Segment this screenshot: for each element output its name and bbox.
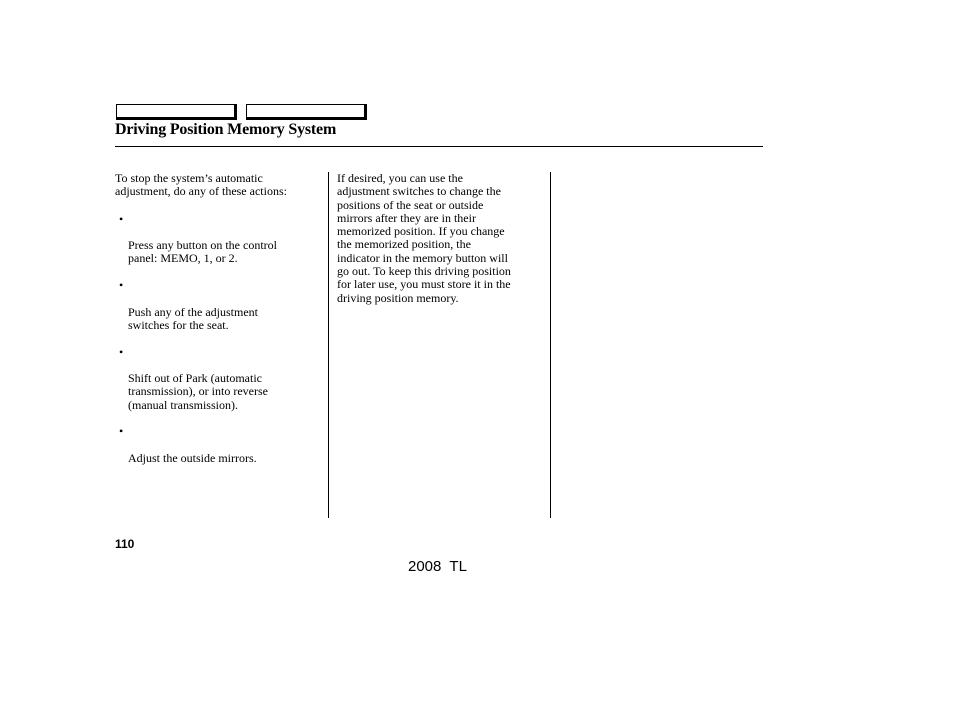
bullet-icon: • bbox=[119, 211, 124, 226]
bullet-icon: • bbox=[119, 344, 124, 359]
column-divider-1 bbox=[328, 172, 329, 518]
list-item-text: Adjust the outside mirrors. bbox=[128, 450, 257, 465]
list-item-text: Push any of the adjustment switches for the seat. bbox=[128, 304, 258, 332]
list-item bbox=[115, 425, 325, 465]
section-title: Driving Position Memory System bbox=[115, 121, 337, 138]
nav-tab-2[interactable] bbox=[246, 104, 367, 120]
nav-tab-1[interactable] bbox=[116, 104, 237, 120]
page-number: 110 bbox=[115, 537, 135, 551]
list-item bbox=[115, 213, 325, 266]
bullet-icon: • bbox=[119, 424, 124, 439]
middle-column bbox=[337, 172, 547, 305]
bullet-icon: • bbox=[119, 278, 124, 293]
column-divider-2 bbox=[550, 172, 551, 518]
list-item-text: Shift out of Park (automatic transmission), or into reverse (manual transmission). bbox=[128, 371, 268, 412]
footer-model: 2008 TL bbox=[408, 558, 467, 575]
middle-paragraph: If desired, you can use the adjustment switches to change the positions of the seat or outside mirrors after they are in their memorized position. If you change the memorized position, the indicator in the memory button will go out. To keep this driving position for later use, you must store it in the driving position memory. bbox=[337, 171, 511, 305]
list-item bbox=[115, 346, 325, 412]
action-list bbox=[115, 213, 325, 466]
list-item bbox=[115, 279, 325, 332]
left-column bbox=[115, 172, 325, 479]
title-divider bbox=[115, 146, 763, 147]
intro-paragraph: To stop the system’s automatic adjustment, do any of these actions: bbox=[115, 171, 287, 199]
list-item-text: Press any button on the control panel: MEMO, 1, or 2. bbox=[128, 238, 277, 266]
